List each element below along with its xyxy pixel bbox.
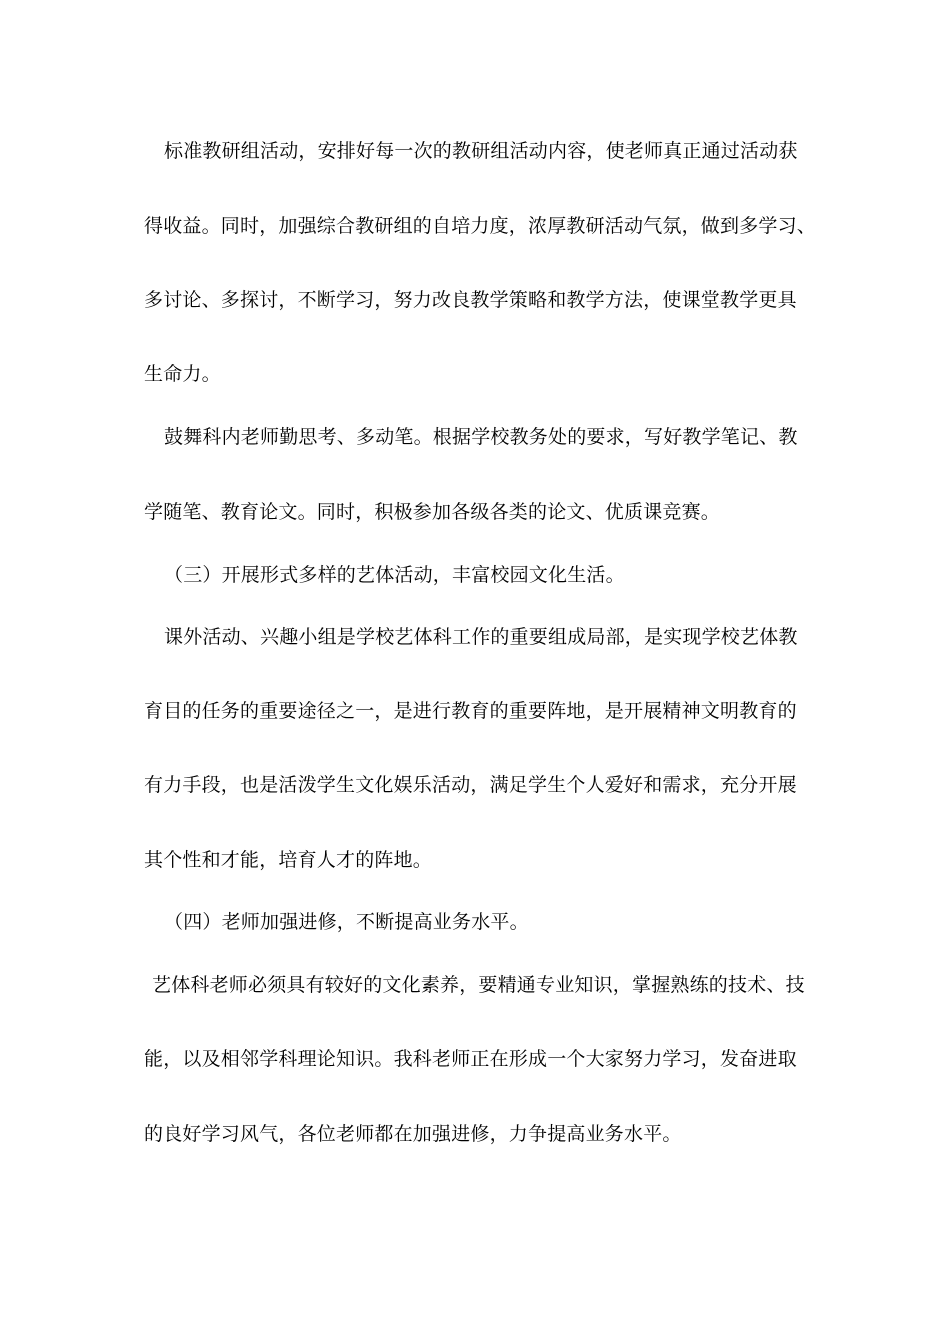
paragraph-line: 有力手段，也是活泼学生文化娱乐活动，满足学生个人爱好和需求，充分开展 — [144, 774, 797, 796]
paragraph-line: 课外活动、兴趣小组是学校艺体科工作的重要组成局部，是实现学校艺体教 — [164, 626, 798, 648]
paragraph-line: 标准教研组活动，安排好每一次的教研组活动内容，使老师真正通过活动获 — [164, 140, 798, 162]
section-heading: （四）老师加强进修，不断提高业务水平。 — [164, 911, 529, 933]
paragraph-line: 鼓舞科内老师勤思考、多动笔。根据学校教务处的要求，写好教学笔记、教 — [164, 426, 798, 448]
paragraph-line: 能，以及相邻学科理论知识。我科老师正在形成一个大家努力学习，发奋进取 — [144, 1048, 797, 1070]
section-heading: （三）开展形式多样的艺体活动，丰富校园文化生活。 — [164, 564, 625, 586]
paragraph-line: 得收益。同时，加强综合教研组的自培力度，浓厚教研活动气氛，做到多学习、 — [144, 215, 817, 237]
paragraph-line: 其个性和才能，培育人才的阵地。 — [144, 849, 433, 871]
paragraph-line: 艺体科老师必须具有较好的文化素养，要精通专业知识，掌握熟练的技术、技 — [152, 974, 805, 996]
paragraph-line: 多讨论、多探讨，不断学习，努力改良教学策略和教学方法，使课堂教学更具 — [144, 289, 797, 311]
paragraph-line: 生命力。 — [144, 363, 221, 385]
paragraph-line: 学随笔、教育论文。同时，积极参加各级各类的论文、优质课竞赛。 — [144, 501, 721, 523]
paragraph-line: 的良好学习风气，各位老师都在加强进修，力争提高业务水平。 — [144, 1123, 682, 1145]
paragraph-line: 育目的任务的重要途径之一，是进行教育的重要阵地，是开展精神文明教育的 — [144, 700, 797, 722]
